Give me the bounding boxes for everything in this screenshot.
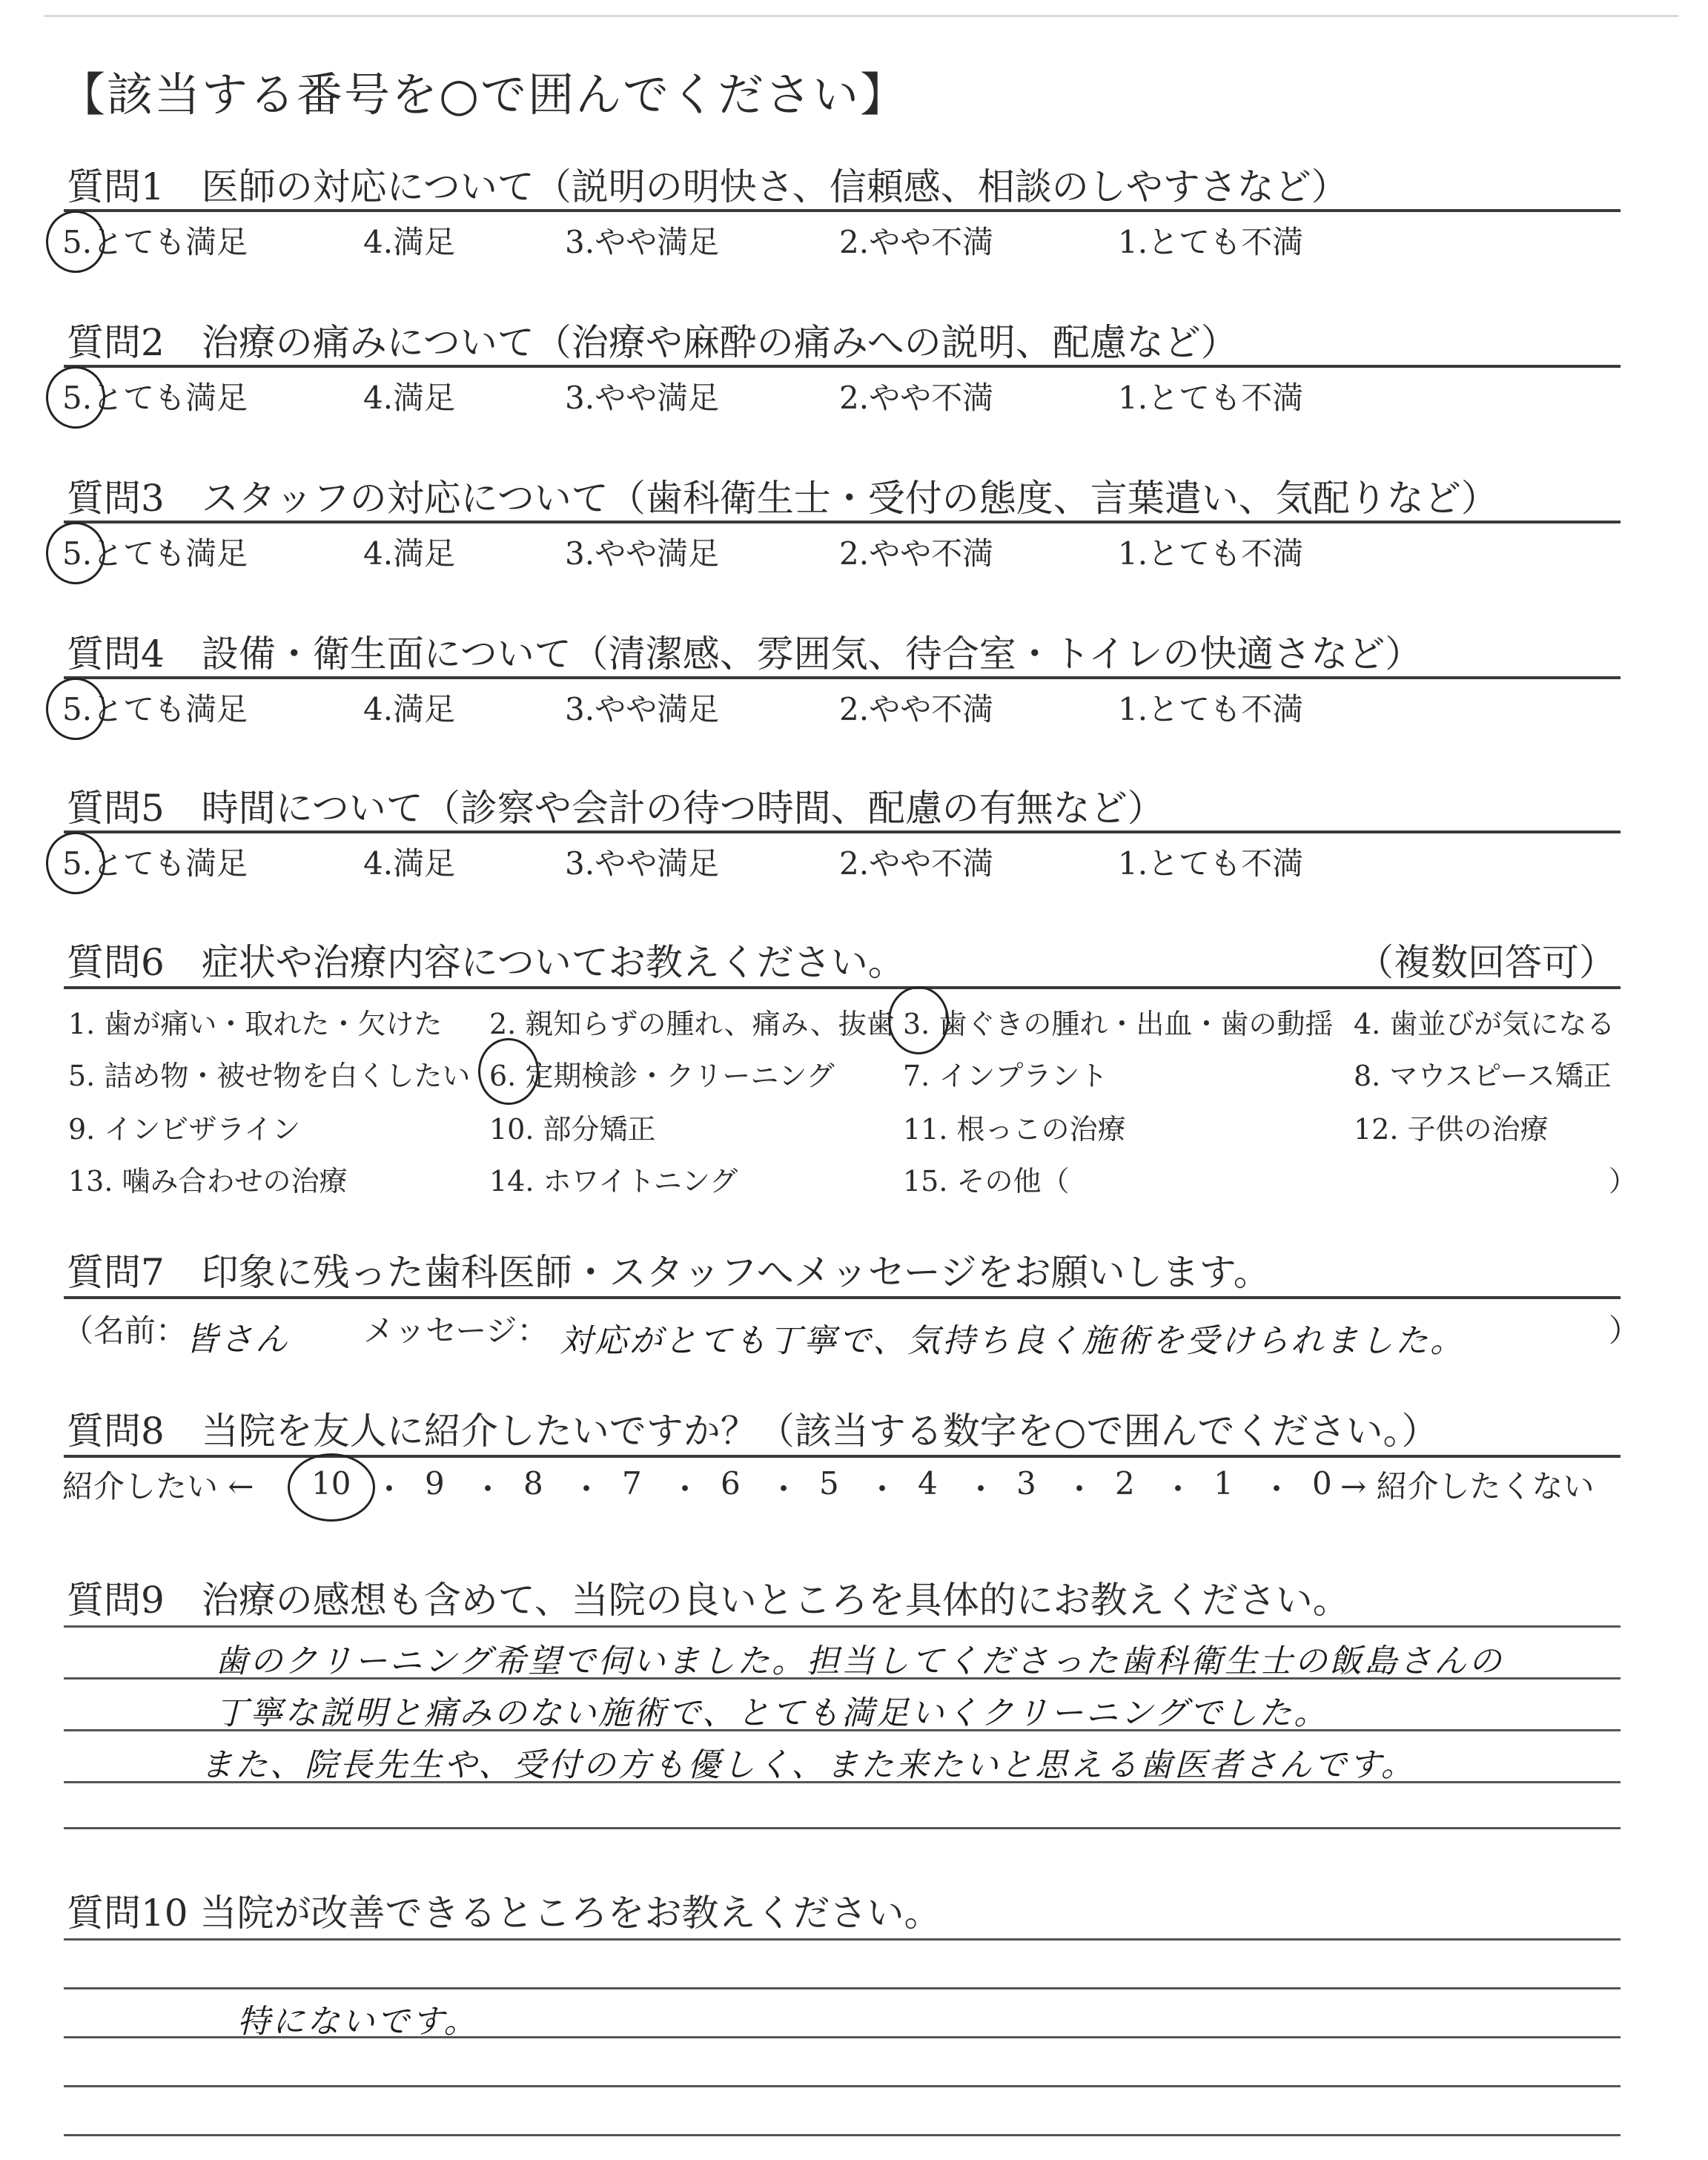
q8-scale-separator: ・ <box>1064 1471 1096 1507</box>
q6-note: （複数回答可） <box>1357 941 1616 984</box>
q4-title: 質問4 設備・衛生面について（清潔感、雰囲気、待合室・トイレの快適さなど） <box>67 633 1423 676</box>
q8-scale-value[interactable]: 0 <box>1312 1465 1332 1502</box>
q5-option-5[interactable]: 5.とても満足 <box>62 845 248 882</box>
q6-option-12[interactable]: 12. 子供の治療 <box>1354 1113 1549 1146</box>
q6-option-14[interactable]: 14. ホワイトニング <box>489 1165 738 1198</box>
q7-rule <box>64 1296 1621 1299</box>
q7-close-paren: ） <box>1609 1312 1641 1349</box>
q5-option-3[interactable]: 3.やや満足 <box>565 845 720 882</box>
q7-name-label: （名前： <box>62 1312 188 1349</box>
q6-option-11[interactable]: 11. 根っこの治療 <box>903 1113 1126 1146</box>
q8-scale-separator: ・ <box>571 1471 603 1507</box>
q10-rule-1 <box>64 1938 1621 1941</box>
q9-rule-1 <box>64 1625 1621 1628</box>
form-header: 【該当する番号を○で囲んでください】 <box>59 67 908 122</box>
q10-title: 質問10 当院が改善できるところをお教えください。 <box>67 1892 941 1935</box>
q8-selection-circle <box>288 1453 375 1522</box>
q1-rule <box>64 209 1621 212</box>
q6-option-1[interactable]: 1. 歯が痛い・取れた・欠けた <box>68 1008 443 1040</box>
q2-option-2[interactable]: 2.やや不満 <box>839 380 994 416</box>
q5-selection-circle <box>46 832 105 894</box>
q4-option-5[interactable]: 5.とても満足 <box>62 691 248 727</box>
q8-scale-value[interactable]: 8 <box>523 1465 543 1502</box>
q6-selection-circle-6 <box>478 1038 539 1105</box>
q1-option-4[interactable]: 4.満足 <box>363 224 456 260</box>
q8-scale-separator: ・ <box>1261 1471 1293 1507</box>
q3-rule <box>64 521 1621 524</box>
q8-right-label: → 紹介したくない <box>1340 1468 1595 1505</box>
q4-option-4[interactable]: 4.満足 <box>363 691 456 727</box>
q7-title: 質問7 印象に残った歯科医師・スタッフへメッセージをお願いします。 <box>67 1251 1271 1294</box>
q9-answer-line-2: 丁寧な説明と痛みのない施術で、とても満足いくクリーニングでした。 <box>215 1694 1329 1732</box>
q6-option-7[interactable]: 7. インプラント <box>903 1060 1108 1092</box>
q6-selection-circle-3 <box>888 986 949 1054</box>
q10-rule-2 <box>64 1987 1621 1989</box>
q2-selection-circle <box>46 366 105 429</box>
q6-title: 質問6 症状や治療内容についてお教えください。 <box>67 941 905 984</box>
q8-left-label: 紹介したい ← <box>62 1468 254 1505</box>
q7-message-label: メッセージ： <box>363 1312 549 1349</box>
q6-option-5[interactable]: 5. 詰め物・被せ物を白くしたい <box>68 1060 471 1092</box>
q4-option-2[interactable]: 2.やや不満 <box>839 691 994 727</box>
q10-rule-5 <box>64 2134 1621 2136</box>
q5-title: 質問5 時間について（診察や会計の待つ時間、配慮の有無など） <box>67 787 1165 830</box>
q6-option-15[interactable]: 15. その他（ <box>903 1165 1070 1198</box>
q9-rule-5 <box>64 1827 1621 1829</box>
q1-option-2[interactable]: 2.やや不満 <box>839 224 994 260</box>
q7-name-value: 皆さん <box>185 1321 290 1358</box>
q8-scale-value[interactable]: 2 <box>1115 1465 1135 1502</box>
q8-scale-separator: ・ <box>669 1471 701 1507</box>
q1-title: 質問1 医師の対応について（説明の明快さ、信頼感、相談のしやすさなど） <box>67 165 1348 208</box>
q8-scale-separator: ・ <box>867 1471 898 1507</box>
q3-option-5[interactable]: 5.とても満足 <box>62 535 248 572</box>
q8-scale-value[interactable]: 10 <box>311 1465 351 1502</box>
q5-option-2[interactable]: 2.やや不満 <box>839 845 994 882</box>
q2-title: 質問2 治療の痛みについて（治療や麻酔の痛みへの説明、配慮など） <box>67 321 1238 364</box>
q8-scale-separator: ・ <box>1162 1471 1194 1507</box>
q3-option-4[interactable]: 4.満足 <box>363 535 456 572</box>
q1-option-1[interactable]: 1.とても不満 <box>1118 224 1304 260</box>
q4-option-1[interactable]: 1.とても不満 <box>1118 691 1304 727</box>
q3-option-3[interactable]: 3.やや満足 <box>565 535 720 572</box>
q2-option-1[interactable]: 1.とても不満 <box>1118 380 1304 416</box>
q2-option-5[interactable]: 5.とても満足 <box>62 380 248 416</box>
q2-option-4[interactable]: 4.満足 <box>363 380 456 416</box>
q5-option-4[interactable]: 4.満足 <box>363 845 456 882</box>
q8-scale-separator: ・ <box>374 1471 406 1507</box>
q2-rule <box>64 365 1621 368</box>
q6-option-4[interactable]: 4. 歯並びが気になる <box>1354 1008 1615 1040</box>
q6-option-9[interactable]: 9. インビザライン <box>68 1113 301 1146</box>
q8-scale-value[interactable]: 4 <box>918 1465 938 1502</box>
q1-option-5[interactable]: 5.とても満足 <box>62 224 248 260</box>
q3-option-1[interactable]: 1.とても不満 <box>1118 535 1304 572</box>
q8-scale-value[interactable]: 5 <box>819 1465 839 1502</box>
q5-rule <box>64 830 1621 833</box>
q8-scale-separator: ・ <box>472 1471 504 1507</box>
q9-answer-line-3: また、院長先生や、受付の方も優しく、また来たいと思える歯医者さんです。 <box>200 1746 1416 1784</box>
q8-scale-separator: ・ <box>965 1471 997 1507</box>
q3-option-2[interactable]: 2.やや不満 <box>839 535 994 572</box>
q8-rule <box>64 1455 1621 1458</box>
q2-option-3[interactable]: 3.やや満足 <box>565 380 720 416</box>
q3-selection-circle <box>46 522 105 584</box>
q6-other-close-paren: ） <box>1609 1165 1638 1198</box>
q8-scale-value[interactable]: 3 <box>1016 1465 1036 1502</box>
q1-option-3[interactable]: 3.やや満足 <box>565 224 720 260</box>
q1-selection-circle <box>46 211 105 273</box>
q8-scale-value[interactable]: 7 <box>622 1465 642 1502</box>
q6-option-6[interactable]: 6. 定期検診・クリーニング <box>489 1060 835 1092</box>
q8-title: 質問8 当院を友人に紹介したいですか？（該当する数字を○で囲んでください。） <box>67 1410 1439 1453</box>
q6-option-10[interactable]: 10. 部分矯正 <box>489 1113 656 1146</box>
q8-scale-separator: ・ <box>768 1471 800 1507</box>
q4-selection-circle <box>46 678 105 740</box>
q6-option-8[interactable]: 8. マウスピース矯正 <box>1354 1060 1612 1092</box>
q6-option-13[interactable]: 13. 噛み合わせの治療 <box>68 1165 348 1198</box>
top-border <box>44 15 1678 17</box>
q8-scale-value[interactable]: 6 <box>721 1465 741 1502</box>
q9-title: 質問9 治療の感想も含めて、当院の良いところを具体的にお教えください。 <box>67 1579 1350 1622</box>
q8-scale-value[interactable]: 1 <box>1214 1465 1234 1502</box>
q4-rule <box>64 676 1621 679</box>
q9-answer-line-1: 歯のクリーニング希望で伺いました。担当してくださった歯科衛生士の飯島さんの <box>215 1642 1504 1680</box>
q8-scale-value[interactable]: 9 <box>425 1465 445 1502</box>
q10-answer: 特にないです。 <box>237 2003 479 2041</box>
q10-rule-4 <box>64 2085 1621 2087</box>
q7-message-value: 対応がとても丁寧で、気持ち良く施術を受けられました。 <box>560 1322 1466 1360</box>
q4-option-3[interactable]: 3.やや満足 <box>565 691 720 727</box>
q6-option-2[interactable]: 2. 親知らずの腫れ、痛み、抜歯 <box>489 1008 895 1040</box>
q3-title: 質問3 スタッフの対応について（歯科衛生士・受付の態度、言葉遣い、気配りなど） <box>67 477 1498 520</box>
q5-option-1[interactable]: 1.とても不満 <box>1118 845 1304 882</box>
q6-rule <box>64 986 1621 989</box>
q6-option-3[interactable]: 3. 歯ぐきの腫れ・出血・歯の動揺 <box>903 1008 1334 1040</box>
